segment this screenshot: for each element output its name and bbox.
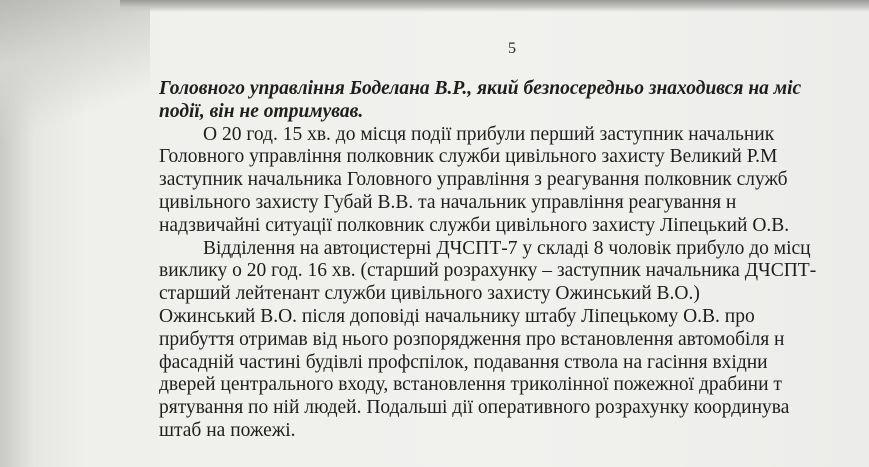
- paragraph-3-line-4: Ожинський В.О. після доповіді начальнику штабу Ліпецькому О.В. про: [159, 305, 755, 327]
- paragraph-3-line-2: виклику о 20 год. 16 хв. (старший розрахунку – заступник начальника ДЧСПТ-: [159, 260, 817, 282]
- paragraph-1-line-2: події, він не отримував.: [159, 100, 364, 122]
- document-body: [159, 78, 859, 443]
- paragraph-2-line-2: Головного управління полковник служби цивільного захисту Великий Р.М: [159, 146, 778, 168]
- paragraph-1-line-1: Головного управління Боделана В.Р., який безпосередньо знаходився на міс: [159, 78, 802, 99]
- paragraph-3-line-7: дверей центрального входу, встановлення триколінної пожежної драбини т: [159, 374, 782, 396]
- paragraph-3-line-9: штаб на пожежі.: [159, 419, 296, 441]
- paragraph-2-line-5: надзвичайні ситуації полковник служби цивільного захисту Ліпецький О.В.: [159, 214, 790, 236]
- page-number: 5: [508, 40, 516, 57]
- page-fold-shadow: [0, 0, 150, 140]
- paragraph-3-line-8: рятування по ній людей. Подальші дії оперативного розрахунку координува: [159, 397, 790, 419]
- paragraph-2-line-4: цивільного захисту Губай В.В. та начальник управління реагування н: [159, 191, 737, 213]
- paragraph-2-line-1: О 20 год. 15 хв. до місця події прибули перший заступник начальник: [203, 123, 775, 145]
- page-top-edge: [120, 0, 869, 12]
- paragraph-3-line-3: старший лейтенант служби цивільного захисту Ожинський В.О.): [159, 283, 700, 305]
- paragraph-3-line-6: фасадній частині будівлі профспілок, подавання ствола на гасіння вхідни: [159, 351, 768, 373]
- paragraph-3-line-5: прибуття отримав від нього розпорядження про встановлення автомобіля н: [159, 328, 785, 350]
- paragraph-2-line-3: заступник начальника Головного управління з реагування полковник служб: [159, 169, 788, 191]
- paragraph-3-line-1: Відділення на автоцистерні ДЧСПТ-7 у складі 8 чоловік прибуло до місц: [203, 237, 811, 259]
